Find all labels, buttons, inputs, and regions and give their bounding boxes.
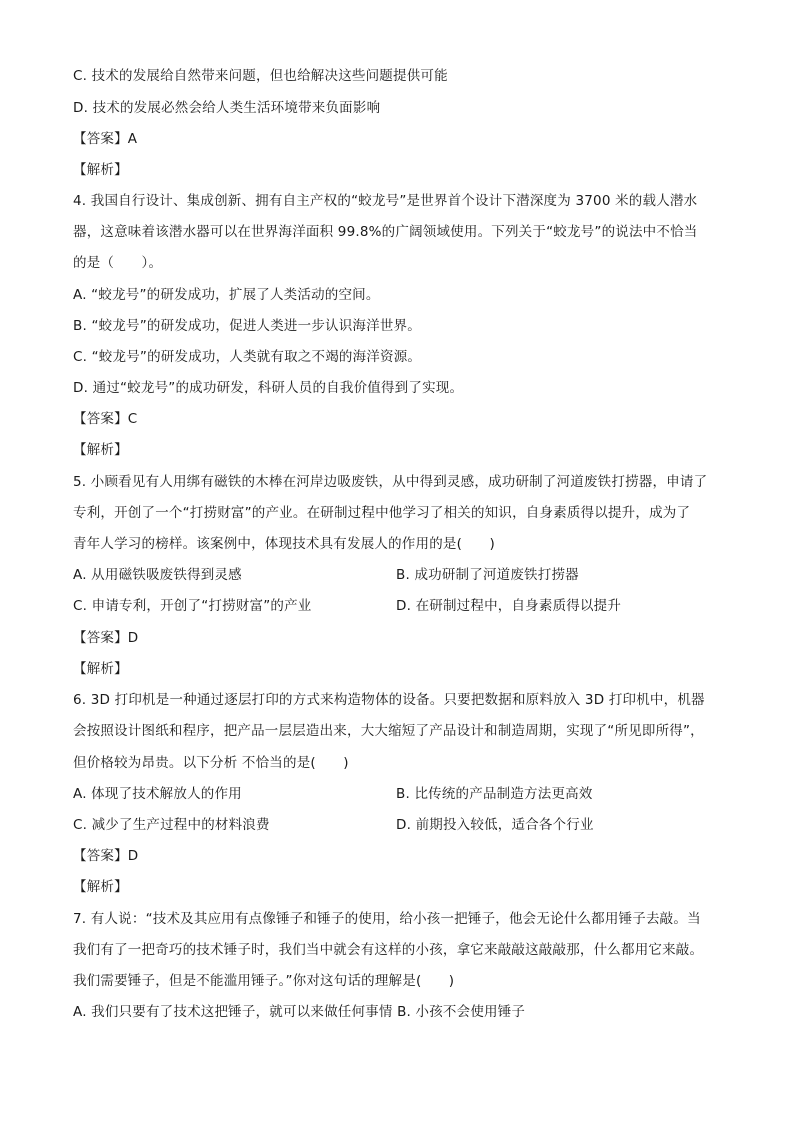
q3-answer: 【答案】A [73, 131, 138, 147]
q5-answer: 【答案】D [73, 630, 139, 646]
q3-analysis: 【解析】 [73, 162, 128, 178]
q5-option-c: C. 申请专利，开创了“打捞财富”的产业 [73, 598, 312, 614]
q3-option-d: D. 技术的发展必然会给人类生活环境带来负面影响 [73, 100, 381, 116]
q4-answer: 【答案】C [73, 411, 138, 427]
q6-option-a: A. 体现了技术解放人的作用 [73, 786, 242, 802]
q6-option-c: C. 减少了生产过程中的材料浪费 [73, 817, 270, 833]
q4-option-b: B. “蛟龙号”的研发成功，促进人类进一步认识海洋世界。 [73, 318, 421, 334]
q7-option-ab: A. 我们只要有了技术这把锤子，就可以来做任何事情 B. 小孩不会使用锤子 [73, 1004, 526, 1020]
q7-stem-line3: 我们需要锤子，但是不能滥用锤子。”你对这句话的理解是( ) [73, 973, 455, 989]
q5-option-a: A. 从用磁铁吸废铁得到灵感 [73, 567, 242, 583]
q5-stem-line3: 青年人学习的榜样。该案例中，体现技术具有发展人的作用的是( ) [73, 536, 495, 552]
q5-option-b: B. 成功研制了河道废铁打捞器 [396, 567, 579, 583]
q6-analysis: 【解析】 [73, 879, 128, 895]
q7-stem-line1: 7. 有人说：“技术及其应用有点像锤子和锤子的使用，给小孩一把锤子，他会无论什么都用锤子去敲。当 [73, 911, 701, 927]
q6-option-d: D. 前期投入较低，适合各个行业 [396, 817, 594, 833]
q5-stem-line1: 5. 小顾看见有人用绑有磁铁的木棒在河岸边吸废铁，从中得到灵感，成功研制了河道废铁打捞器，申请了 [73, 474, 708, 490]
q4-stem-line1: 4. 我国自行设计、集成创新、拥有自主产权的“蛟龙号”是世界首个设计下潜深度为 3700 米的载人潜水 [73, 193, 698, 209]
q4-analysis: 【解析】 [73, 442, 128, 458]
q6-option-b: B. 比传统的产品制造方法更高效 [396, 786, 593, 802]
q7-stem-line2: 我们有了一把奇巧的技术锤子时，我们当中就会有这样的小孩，拿它来敲敲这敲敲那，什么都用它来敲。 [73, 942, 704, 958]
q5-stem-line2: 专利，开创了一个“打捞财富”的产业。在研制过程中他学习了相关的知识，自身素质得以提升，成为了 [73, 505, 691, 521]
q4-stem-line3: 的是（ ）。 [73, 255, 163, 271]
q4-option-a: A. “蛟龙号”的研发成功，扩展了人类活动的空间。 [73, 287, 380, 303]
q5-option-d: D. 在研制过程中，自身素质得以提升 [396, 598, 622, 614]
q5-analysis: 【解析】 [73, 661, 128, 677]
q6-stem-line3: 但价格较为昂贵。以下分析 不恰当的是( ) [73, 755, 349, 771]
q6-stem-line1: 6. 3D 打印机是一种通过逐层打印的方式来构造物体的设备。只要把数据和原料放入 3D 打印机中，机器 [73, 692, 705, 708]
q3-option-c: C. 技术的发展给自然带来问题，但也给解决这些问题提供可能 [73, 68, 448, 84]
q4-option-c: C. “蛟龙号”的研发成功，人类就有取之不竭的海洋资源。 [73, 349, 422, 365]
q6-answer: 【答案】D [73, 848, 139, 864]
q6-stem-line2: 会按照设计图纸和程序，把产品一层层造出来，大大缩短了产品设计和制造周期，实现了“所见即所得”， [73, 723, 704, 739]
q4-stem-line2: 器，这意味着该潜水器可以在世界海洋面积 99.8%的广阔领域使用。下列关于“蛟龙号”的说法中不恰当 [73, 224, 698, 240]
q4-option-d: D. 通过“蛟龙号”的成功研发，科研人员的自我价值得到了实现。 [73, 380, 464, 396]
